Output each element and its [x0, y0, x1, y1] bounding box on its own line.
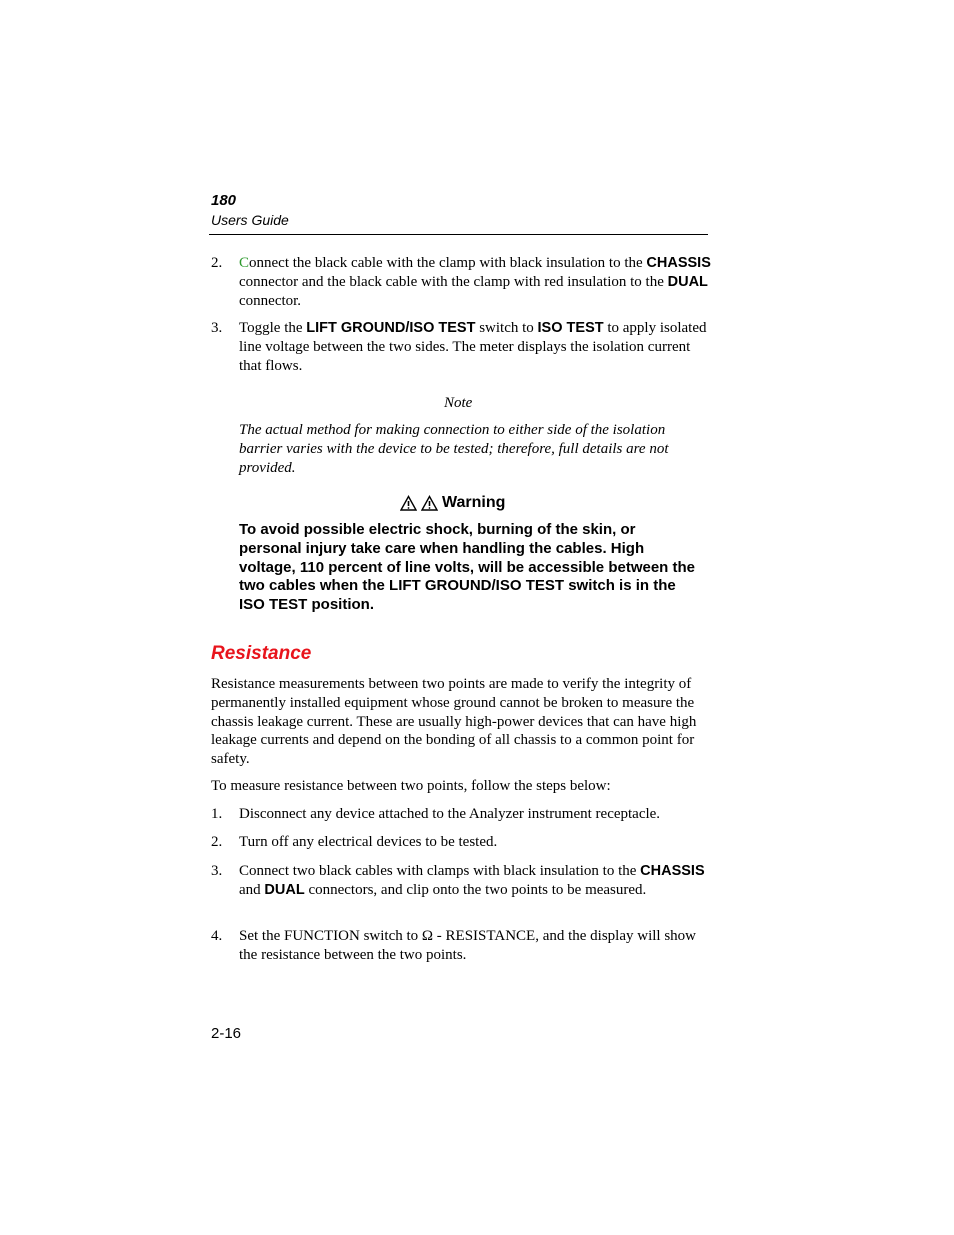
- warning-heading: [400, 494, 505, 512]
- step-text: Connect two black cables with clamps with black insulation to the CHASSIS and DUAL connectors, and clip onto the two points to be measured.: [239, 863, 705, 898]
- iso-test-label: ISO TEST: [537, 320, 604, 336]
- footer-page-ref: 2-16: [211, 1025, 242, 1042]
- step-item: [211, 927, 711, 965]
- section-title: Resistance: [211, 643, 312, 664]
- dual-label: DUAL: [667, 273, 708, 290]
- step-item: [211, 862, 711, 900]
- warning-triangle-icon: [400, 495, 417, 511]
- warning-body: To avoid possible electric shock, burning of the skin, or personal injury take care when handling the cables. High voltage, 110 percent of line volts, will be accessible between the two cables when the LIFT GROUND/ISO TEST switch is in the ISO TEST position.: [239, 521, 695, 614]
- warning-title: Warning: [442, 494, 506, 511]
- section-paragraph: Resistance measurements between two points are made to verify the integrity of permanently installed equipment whose ground cannot be broken to measure the chassis leakage current. These are usually high-power devices that can have high leakage currents and depend on the bonding of all chassis to a common point for safety.: [211, 676, 697, 768]
- dual-label: DUAL: [264, 881, 305, 898]
- step-number: 2.: [211, 255, 223, 271]
- header-title: Users Guide: [211, 212, 289, 228]
- step-text: Connect the black cable with the clamp with black insulation to the CHASSIS connector and the black cable with the clamp with red insulation to the DUAL connector.: [239, 255, 711, 309]
- step-number: 3.: [211, 863, 223, 879]
- step-first-letter: C: [239, 255, 250, 271]
- step-item: [211, 805, 711, 824]
- header-rule: [209, 234, 708, 235]
- step-text: Toggle the LIFT GROUND/ISO TEST switch to ISO TEST to apply isolated line voltage between the two sides. The meter displays the isolation current that flows.: [239, 320, 707, 374]
- step-text: Disconnect any device attached to the Analyzer instrument receptacle.: [239, 806, 661, 822]
- note-title: Note: [444, 395, 473, 411]
- step-item: [211, 319, 711, 375]
- step-number: 4.: [211, 928, 223, 944]
- note-body: The actual method for making connection to either side of the isolation barrier varies with the device to be tested; therefore, full details are not provided.: [239, 422, 669, 476]
- header-page-number: 180: [211, 192, 237, 209]
- chassis-label: CHASSIS: [640, 863, 705, 879]
- section-paragraph: To measure resistance between two points, follow the steps below:: [211, 778, 611, 794]
- chassis-label: CHASSIS: [646, 255, 711, 271]
- step-item: [211, 833, 711, 852]
- step-number: 3.: [211, 320, 223, 336]
- step-item: [211, 254, 711, 310]
- warning-triangle-icon: [421, 495, 438, 511]
- lift-ground-label: LIFT GROUND/ISO TEST: [306, 320, 476, 336]
- step-text: Turn off any electrical devices to be tested.: [239, 834, 498, 850]
- step-text: Set the FUNCTION switch to Ω - RESISTANCE, and the display will show the resistance between the two points.: [239, 928, 697, 963]
- step-number: 2.: [211, 834, 223, 850]
- step-number: 1.: [211, 806, 223, 822]
